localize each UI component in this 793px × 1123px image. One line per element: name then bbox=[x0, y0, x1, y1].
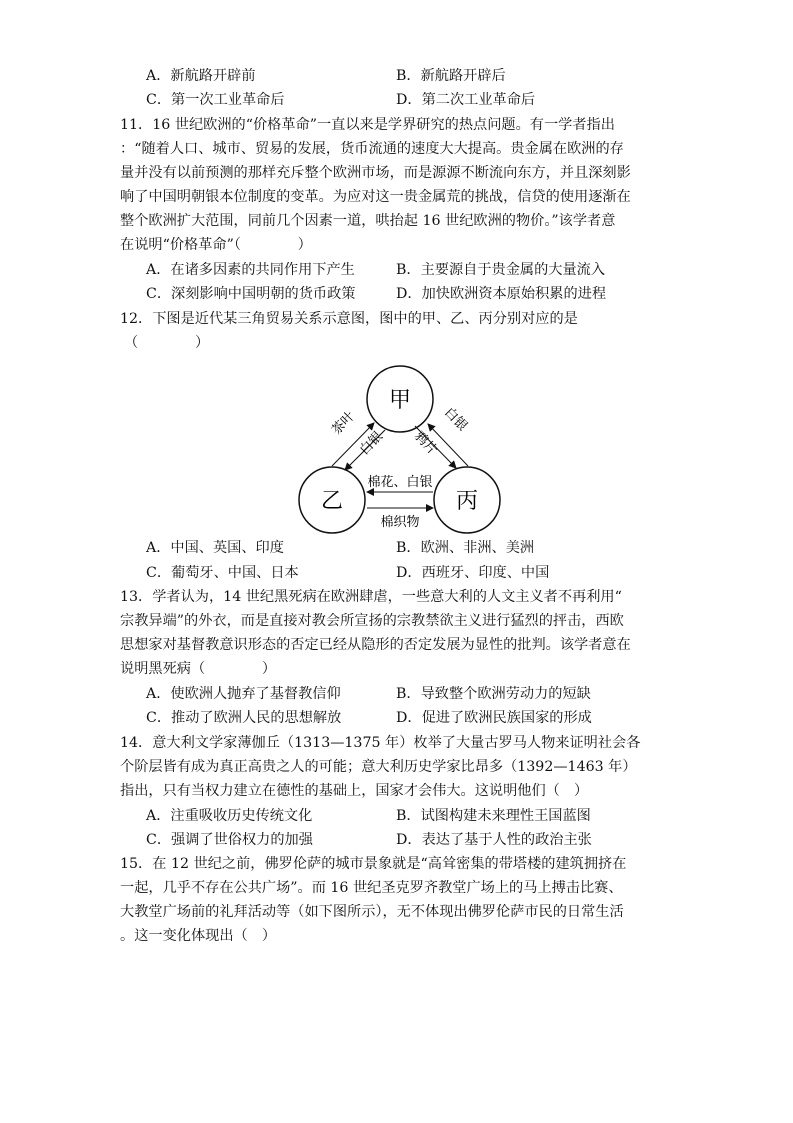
q14-stem-line: 个阶层皆有成为真正高贵之人的可能；意大利历史学家比昂多（1392—1463 年） bbox=[120, 759, 637, 775]
node-right-label: 丙 bbox=[455, 489, 479, 514]
q14-stem-line: 指出，只有当权力建立在德性的基础上，国家才会伟大。这说明他们（ ） bbox=[120, 783, 589, 799]
q13-option-a: A．使欧洲人抛弃了基督教信仰 bbox=[146, 686, 341, 702]
edge-label-opium: 鸦片 bbox=[411, 429, 440, 459]
q14-option-a: A．注重吸收历史传统文化 bbox=[146, 808, 313, 824]
q13-option-b: B．导致整个欧洲劳动力的短缺 bbox=[396, 686, 591, 702]
q12-option-a: A．中国、英国、印度 bbox=[146, 540, 284, 556]
q13-option-d: D．促进了欧洲民族国家的形成 bbox=[396, 710, 592, 726]
q12-option-d: D．西班牙、印度、中国 bbox=[396, 565, 550, 581]
edge-label-cotton-textiles: 棉织物 bbox=[380, 515, 420, 530]
q14-stem-line: 14．意大利文学家薄伽丘（1313—1375 年）枚举了大量古罗马人物来证明社会各 bbox=[120, 735, 641, 751]
q13-stem-line: 说明黑死病（ ） bbox=[120, 661, 277, 677]
q11-stem-line: ：“随着人口、城市、贸易的发展，货币流通的速度大大提高。贵金属在欧洲的存 bbox=[120, 141, 624, 157]
q11-stem-line: 在说明“价格革命”（ ） bbox=[120, 237, 312, 253]
q15-stem-line: 15．在 12 世纪之前，佛罗伦萨的城市景象就是“高耸密集的带塔楼的建筑拥挤在 bbox=[120, 856, 627, 872]
q12-stem-line: （ ） bbox=[124, 335, 210, 351]
q11-stem-line: 11．16 世纪欧洲的“价格革命”一直以来是学界研究的热点问题。有一学者指出 bbox=[120, 117, 615, 133]
q10-option-a: A．新航路开辟前 bbox=[146, 68, 256, 84]
q13-stem-line: 13．学者认为，14 世纪黑死病在欧洲肆虐，一些意大利的人文主义者不再利用“ bbox=[120, 589, 622, 605]
q14-option-c: C．强调了世俗权力的加强 bbox=[146, 832, 313, 848]
q10-option-d: D．第二次工业革命后 bbox=[396, 92, 536, 108]
q14-option-b: B．试图构建未来理性王国蓝图 bbox=[396, 808, 591, 824]
edge-label-cotton-silver: 棉花、白银 bbox=[367, 475, 433, 490]
triangle-trade-svg bbox=[290, 362, 510, 562]
q12-stem-line: 12．下图是近代某三角贸易关系示意图，图中的甲、乙、丙分别对应的是 bbox=[120, 311, 578, 327]
node-left-label: 乙 bbox=[320, 489, 344, 514]
q15-stem-line: 一起，几乎不存在公共广场”。而 16 世纪圣克罗齐教堂广场上的马上搏击比赛、 bbox=[120, 880, 623, 896]
q15-stem-line: 大教堂广场前的礼拜活动等（如下图所示），无不体现出佛罗伦萨市民的日常生活 bbox=[120, 904, 624, 920]
q13-option-c: C．推动了欧洲人民的思想解放 bbox=[146, 710, 342, 726]
q11-option-d: D．加快欧洲资本原始积累的进程 bbox=[396, 286, 607, 302]
q12-option-b: B．欧洲、非洲、美洲 bbox=[396, 540, 535, 556]
node-top-label: 甲 bbox=[388, 388, 412, 413]
q10-option-b: B．新航路开辟后 bbox=[396, 68, 506, 84]
q10-option-c: C．第一次工业革命后 bbox=[146, 92, 285, 108]
q12-option-c: C．葡萄牙、中国、日本 bbox=[146, 565, 299, 581]
edge-label-silver-right: 白银 bbox=[441, 405, 470, 435]
q11-stem-line: 量并没有以前预测的那样充斥整个欧洲市场，而是源源不断流向东方，并且深刻影 bbox=[120, 165, 631, 181]
triangle-trade-diagram bbox=[290, 362, 510, 562]
q15-stem-line: 。这一变化体现出（ ） bbox=[120, 928, 277, 944]
q14-option-d: D．表达了基于人性的政治主张 bbox=[396, 832, 592, 848]
q13-stem-line: 思想家对基督教意识形态的否定已经从隐形的否定发展为显性的批判。该学者意在 bbox=[120, 637, 631, 653]
q11-option-b: B．主要源自于贵金属的大量流入 bbox=[396, 262, 606, 278]
q11-stem-line: 整个欧洲扩大范围，同前几个因素一道，哄抬起 16 世纪欧洲的物价。”该学者意 bbox=[120, 213, 616, 229]
edge-label-tea: 茶叶 bbox=[329, 409, 358, 439]
edge-label-silver-left: 白银 bbox=[357, 429, 386, 459]
q13-stem-line: 宗教异端”的外衣，而是直接对教会所宣扬的宗教禁欲主义进行猛烈的抨击，西欧 bbox=[120, 613, 624, 629]
q11-stem-line: 响了中国明朝银本位制度的变革。为应对这一贵金属荒的挑战，信贷的使用逐渐在 bbox=[120, 189, 631, 205]
q11-option-c: C．深刻影响中国明朝的货币政策 bbox=[146, 286, 356, 302]
q11-option-a: A．在诸多因素的共同作用下产生 bbox=[146, 262, 355, 278]
